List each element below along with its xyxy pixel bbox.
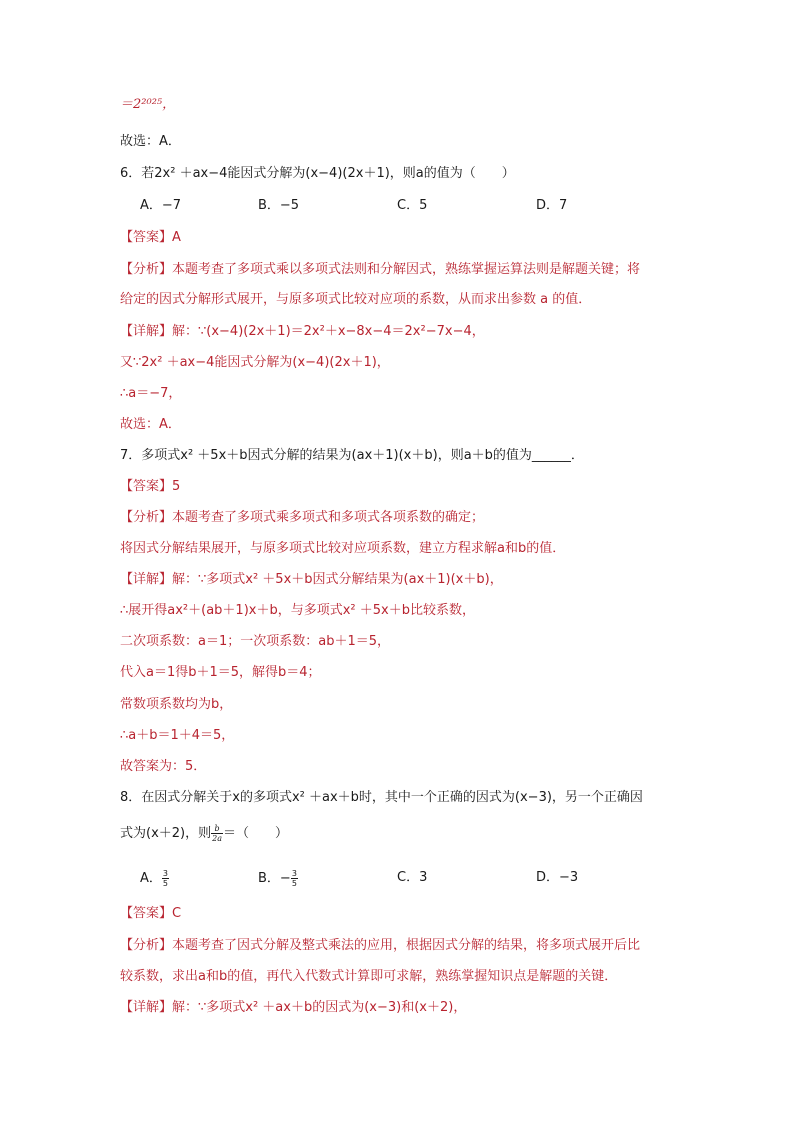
q7-analysis-line-1: 【分析】本题考查了多项式乘多项式和多项式各项系数的确定；	[120, 510, 485, 525]
q6-option-b: B．−5	[258, 198, 300, 213]
question-6-stem: 6．若2x² ＋ax−4能因式分解为(x−4)(2x＋1)，则a的值为（ ）	[120, 166, 515, 181]
q6-detail-line-1: 【详解】解：∵(x−4)(2x＋1)＝2x²＋x−8x−4＝2x²−7x−4，	[120, 324, 485, 339]
result-line: ＝2²⁰²⁵，	[120, 97, 176, 112]
q6-detail-line-4: 故选：A．	[120, 417, 181, 432]
q7-detail-line-7: 故答案为：5．	[120, 759, 207, 774]
q7-detail-line-3: 二次项系数：a＝1；一次项系数：ab＋1＝5，	[120, 634, 390, 649]
q6-detail-line-3: ∴a＝−7，	[120, 386, 182, 401]
q8-option-a-numerator: 3	[162, 869, 168, 878]
question-7-stem: 7．多项式x² ＋5x＋b因式分解的结果为(ax＋1)(x＋b)，则a＋b的值为______．	[120, 448, 584, 463]
q8-option-d: D．−3	[536, 870, 579, 885]
q8-option-c: C．3	[397, 870, 428, 885]
question-8-stem-line-2	[120, 824, 288, 843]
q8-stem-fraction	[211, 824, 223, 843]
q8-option-a-label: A．	[140, 871, 162, 886]
q6-detail-line-2: 又∵2x² ＋ax−4能因式分解为(x−4)(2x＋1)，	[120, 355, 390, 370]
q6-answer: 【答案】A	[120, 230, 181, 245]
q6-analysis-line-1: 【分析】本题考查了多项式乘以多项式法则和分解因式，熟练掌握运算法则是解题关键；将	[120, 262, 641, 277]
q8-option-b	[258, 869, 298, 888]
q8-option-a-denominator: 5	[162, 879, 168, 888]
q8-option-b-fraction	[291, 869, 298, 888]
q8-stem-paren: ＝（ ）	[222, 826, 288, 841]
q6-option-a: A．−7	[140, 198, 182, 213]
q7-detail-line-4: 代入a＝1得b＋1＝5，解得b＝4；	[120, 665, 321, 680]
q6-option-c: C．5	[397, 198, 428, 213]
q8-answer: 【答案】C	[120, 906, 182, 921]
q8-option-b-numerator: 3	[291, 869, 297, 878]
q7-analysis-line-2: 将因式分解结果展开，与原多项式比较对应项系数，建立方程求解a和b的值．	[120, 541, 566, 556]
q8-stem-fraction-denominator: 2a	[212, 834, 222, 843]
q8-analysis-line-2: 较系数，求出a和b的值，再代入代数式计算即可求解，熟练掌握知识点是解题的关键．	[120, 969, 618, 984]
q8-detail-line-1: 【详解】解：∵多项式x² ＋ax＋b的因式为(x−3)和(x＋2)，	[120, 1000, 467, 1015]
q7-detail-line-1: 【详解】解：∵多项式x² ＋5x＋b因式分解结果为(ax＋1)(x＋b)，	[120, 572, 503, 587]
q8-option-a-fraction	[162, 869, 169, 888]
q8-option-b-denominator: 5	[291, 879, 297, 888]
q7-detail-line-6: ∴a＋b＝1＋4＝5，	[120, 728, 235, 743]
question-8-stem-line-1: 8．在因式分解关于x的多项式x² ＋ax＋b时，其中一个正确的因式为(x−3)，另一个正确因	[120, 790, 643, 805]
q7-detail-line-2: ∴展开得ax²＋(ab＋1)x＋b，与多项式x² ＋5x＋b比较系数，	[120, 603, 475, 618]
q8-stem-text: 式为(x＋2)，则	[120, 826, 212, 841]
q6-option-d: D．7	[536, 198, 568, 213]
q7-detail-line-5: 常数项系数均为b，	[120, 697, 233, 712]
q7-answer: 【答案】5	[120, 479, 181, 494]
q8-option-b-label: B．−	[258, 871, 291, 886]
q8-analysis-line-1: 【分析】本题考查了因式分解及整式乘法的应用，根据因式分解的结果，将多项式展开后比	[120, 938, 641, 953]
q8-option-a	[140, 869, 169, 888]
choice-line: 故选：A．	[120, 134, 181, 149]
q8-stem-fraction-numerator: b	[211, 824, 223, 834]
q6-analysis-line-2: 给定的因式分解形式展开，与原多项式比较对应项的系数，从而求出参数 a 的值．	[120, 292, 592, 307]
